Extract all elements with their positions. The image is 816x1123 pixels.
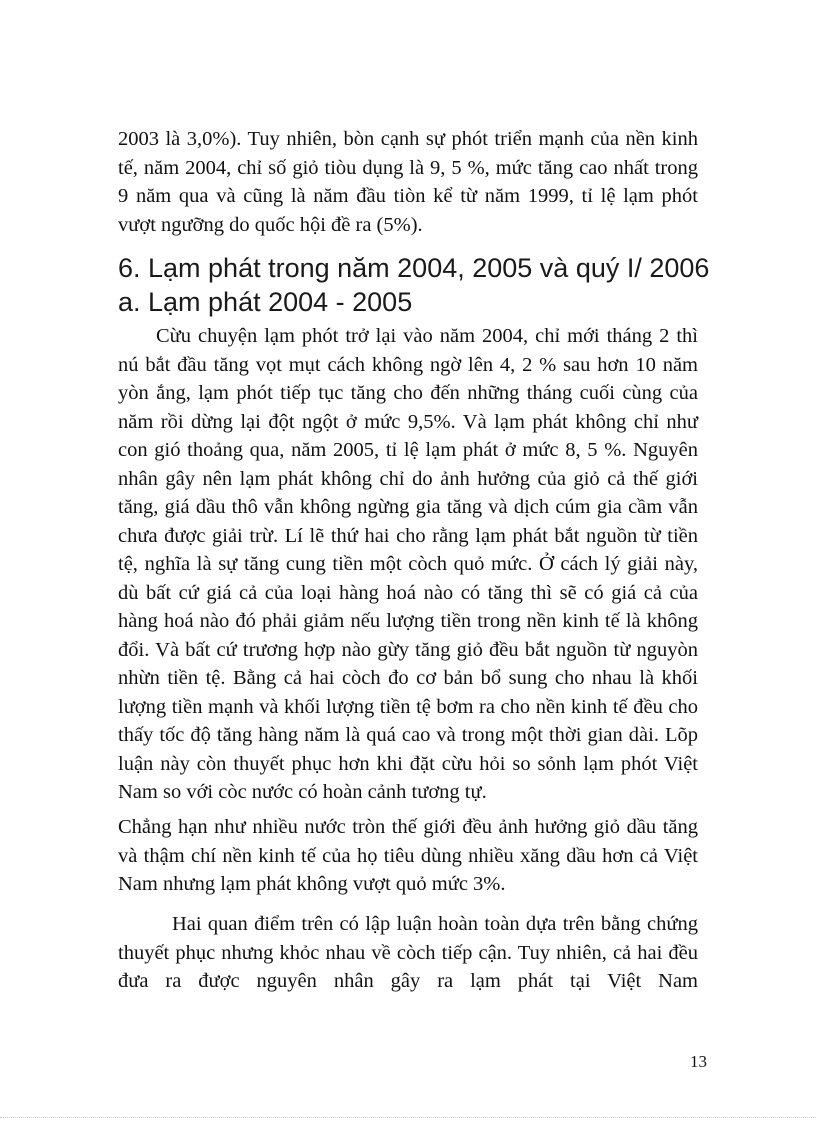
paragraph-intro: 2003 là 3,0%). Tuy nhiên, bòn cạnh sự phót triển mạnh của nền kinh tế, năm 2004, chỉ số giỏ tiòu dụng là 9, 5 %, mức tăng cao nhất trong 9 năm qua và cũng là năm đầu tiòn kể từ năm 1999, tỉ lệ lạm phót vượt ngưỡng do quốc hội đề ra (5%).	[118, 128, 698, 236]
page-bottom-divider	[0, 1117, 816, 1118]
page-number: 13	[690, 1052, 707, 1071]
paragraph-main: Cừu chuyện lạm phót trở lại vào năm 2004, chỉ mới tháng 2 thì nú bắt đầu tăng vọt mụt cách không ngờ lên 4, 2 % sau hơn 10 năm yòn ắng, lạm phót tiếp tục tăng cho đến những tháng cuối cùng của năm rồi dừng lại đột ngột ở mức 9,5%. Và lạm phát không chỉ như con gió thoảng qua, năm 2005, tỉ lệ lạm phát ở mức 8, 5 %. Nguyên nhân gây nên lạm phát không chỉ do ảnh hưởng của giỏ cả thế giới tăng, giá dầu thô vẫn không ngừng gia tăng và dịch cúm gia cầm vẫn chưa được giải trừ. Lí lẽ thứ hai cho rằng lạm phát bắt nguồn từ tiền tệ, nghĩa là sự tăng cung tiền một còch quỏ mức. Ở cách lý giải này, dù bất cứ giá cả của loại hàng hoá nào có tăng thì sẽ có giá cả của hàng hoá nào đó phải giảm nếu lượng tiền trong nền kinh tế là không đổi. Và bất cứ trương hợp nào gừy tăng giỏ đều bắt nguồn từ nguyòn nhừn tiền tệ. Bằng cả hai còch đo cơ bản bổ sung cho nhau là khối lượng tiền mạnh và khối lượng tiền tệ bơm ra cho nền kinh tế đều cho thấy tốc độ tăng hàng năm là quá cao và trong một thời gian dài. Lõp luận này còn thuyết phục hơn khi đặt cừu hỏi so sỏnh lạm phót Việt Nam so với còc nước có hoàn cảnh tương tự.	[118, 325, 698, 803]
section-heading: 6. Lạm phát trong năm 2004, 2005 và quý I/ 2006	[118, 253, 710, 283]
paragraph-conclusion: Hai quan điểm trên có lập luận hoàn toàn dựa trên bằng chứng thuyết phục nhưng khỏc nhau về còch tiếp cận. Tuy nhiên, cả hai đều đưa ra được nguyên nhân gây ra lạm phát tại Việt Nam	[118, 913, 698, 992]
paragraph-example: Chẳng hạn như nhiều nước tròn thế giới đều ảnh hưởng giỏ dầu tăng và thậm chí nền kinh tế của họ tiêu dùng nhiều xăng dầu hơn cả Việt Nam nhưng lạm phát không vượt quỏ mức 3%.	[118, 816, 698, 895]
subsection-heading: a. Lạm phát 2004 - 2005	[118, 287, 413, 317]
